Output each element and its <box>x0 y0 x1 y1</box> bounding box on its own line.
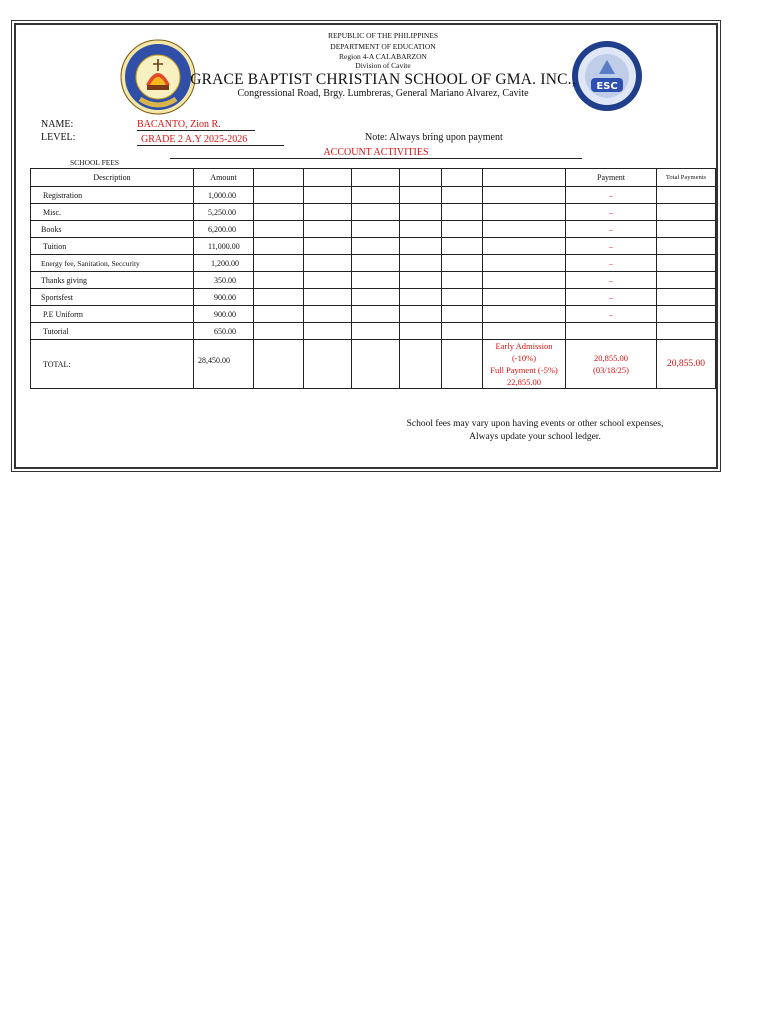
deped-line: DEPARTMENT OF EDUCATION <box>330 42 436 51</box>
fees-table <box>30 168 716 389</box>
table-row <box>31 255 716 272</box>
row-amount: 350.00 <box>194 272 254 289</box>
row-payment: – <box>566 187 657 204</box>
total-row <box>31 340 716 389</box>
row-description: Misc. <box>31 204 194 221</box>
row-description: Thanks giving <box>31 272 194 289</box>
total-label: TOTAL: <box>31 340 194 389</box>
row-description: Books <box>31 221 194 238</box>
esc-mark: ESC <box>596 81 618 92</box>
discount-early-admission: Early Admission <box>495 341 553 351</box>
account-activities-title: ACCOUNT ACTIVITIES <box>170 147 582 159</box>
table-row <box>31 238 716 255</box>
discount-full-payment: Full Payment (-5%) <box>490 365 558 375</box>
school-name: GRACE BAPTIST CHRISTIAN SCHOOL OF GMA. INC., <box>190 71 576 88</box>
table-row <box>31 187 716 204</box>
row-payment: – <box>566 204 657 221</box>
row-description: Tutorial <box>31 323 194 340</box>
row-description: Tuition <box>31 238 194 255</box>
school-fees-label: SCHOOL FEES <box>70 158 120 167</box>
row-payment: – <box>566 238 657 255</box>
row-payment: – <box>566 221 657 238</box>
payment-amount: 20,855.00 <box>594 353 628 363</box>
row-payment: – <box>566 289 657 306</box>
table-row <box>31 204 716 221</box>
footer-line1: School fees may vary upon having events or other school expenses, <box>406 419 664 429</box>
row-description: Registration <box>31 187 194 204</box>
row-amount: 5,250.00 <box>194 204 254 221</box>
payment-cell <box>566 340 657 389</box>
row-payment: – <box>566 272 657 289</box>
region-line: Region 4-A CALABARZON <box>339 52 427 61</box>
table-row <box>31 306 716 323</box>
republic-line: REPUBLIC OF THE PHILIPPINES <box>327 31 439 40</box>
row-amount: 1,000.00 <box>194 187 254 204</box>
row-amount: 1,200.00 <box>194 255 254 272</box>
discounted-total: 22,855.00 <box>507 377 541 387</box>
header-description: Description <box>31 169 194 187</box>
table-row <box>31 323 716 340</box>
footer-note <box>380 418 690 444</box>
footer-line2: Always update your school ledger. <box>469 432 601 442</box>
student-name-value: BACANTO, Zion R. <box>137 119 255 131</box>
table-row <box>31 272 716 289</box>
discount-cell <box>483 340 566 389</box>
row-description: P.E Uniform <box>31 306 194 323</box>
discount-early-rate: (-10%) <box>511 353 537 363</box>
table-header-row <box>31 169 716 187</box>
row-payment: – <box>566 255 657 272</box>
school-address: Congressional Road, Brgy. Lumbreras, General Mariano Alvarez, Cavite <box>237 88 529 99</box>
table-row <box>31 221 716 238</box>
name-label: NAME: <box>41 119 74 130</box>
row-description: Energy fee, Sanitation, Seccurity <box>31 255 194 272</box>
row-payment <box>566 323 657 340</box>
payment-date: (03/18/25) <box>593 365 629 375</box>
level-label: LEVEL: <box>41 132 76 143</box>
row-amount: 650.00 <box>194 323 254 340</box>
student-level-value: GRADE 2 A.Y 2025-2026 <box>137 134 284 146</box>
total-amount: 28,450.00 <box>194 340 254 389</box>
total-payments-value: 20,855.00 <box>657 340 716 389</box>
row-description: Sportsfest <box>31 289 194 306</box>
header-amount: Amount <box>194 169 254 187</box>
header-payment: Payment <box>566 169 657 187</box>
row-amount: 6,200.00 <box>194 221 254 238</box>
row-payment: – <box>566 306 657 323</box>
division-line: Division of Cavite <box>355 61 411 70</box>
payment-note: Note: Always bring upon payment <box>365 132 503 143</box>
row-amount: 900.00 <box>194 306 254 323</box>
row-amount: 900.00 <box>194 289 254 306</box>
row-amount: 11,000.00 <box>194 238 254 255</box>
table-row <box>31 289 716 306</box>
header-total-payments: Total Payments <box>657 169 716 187</box>
